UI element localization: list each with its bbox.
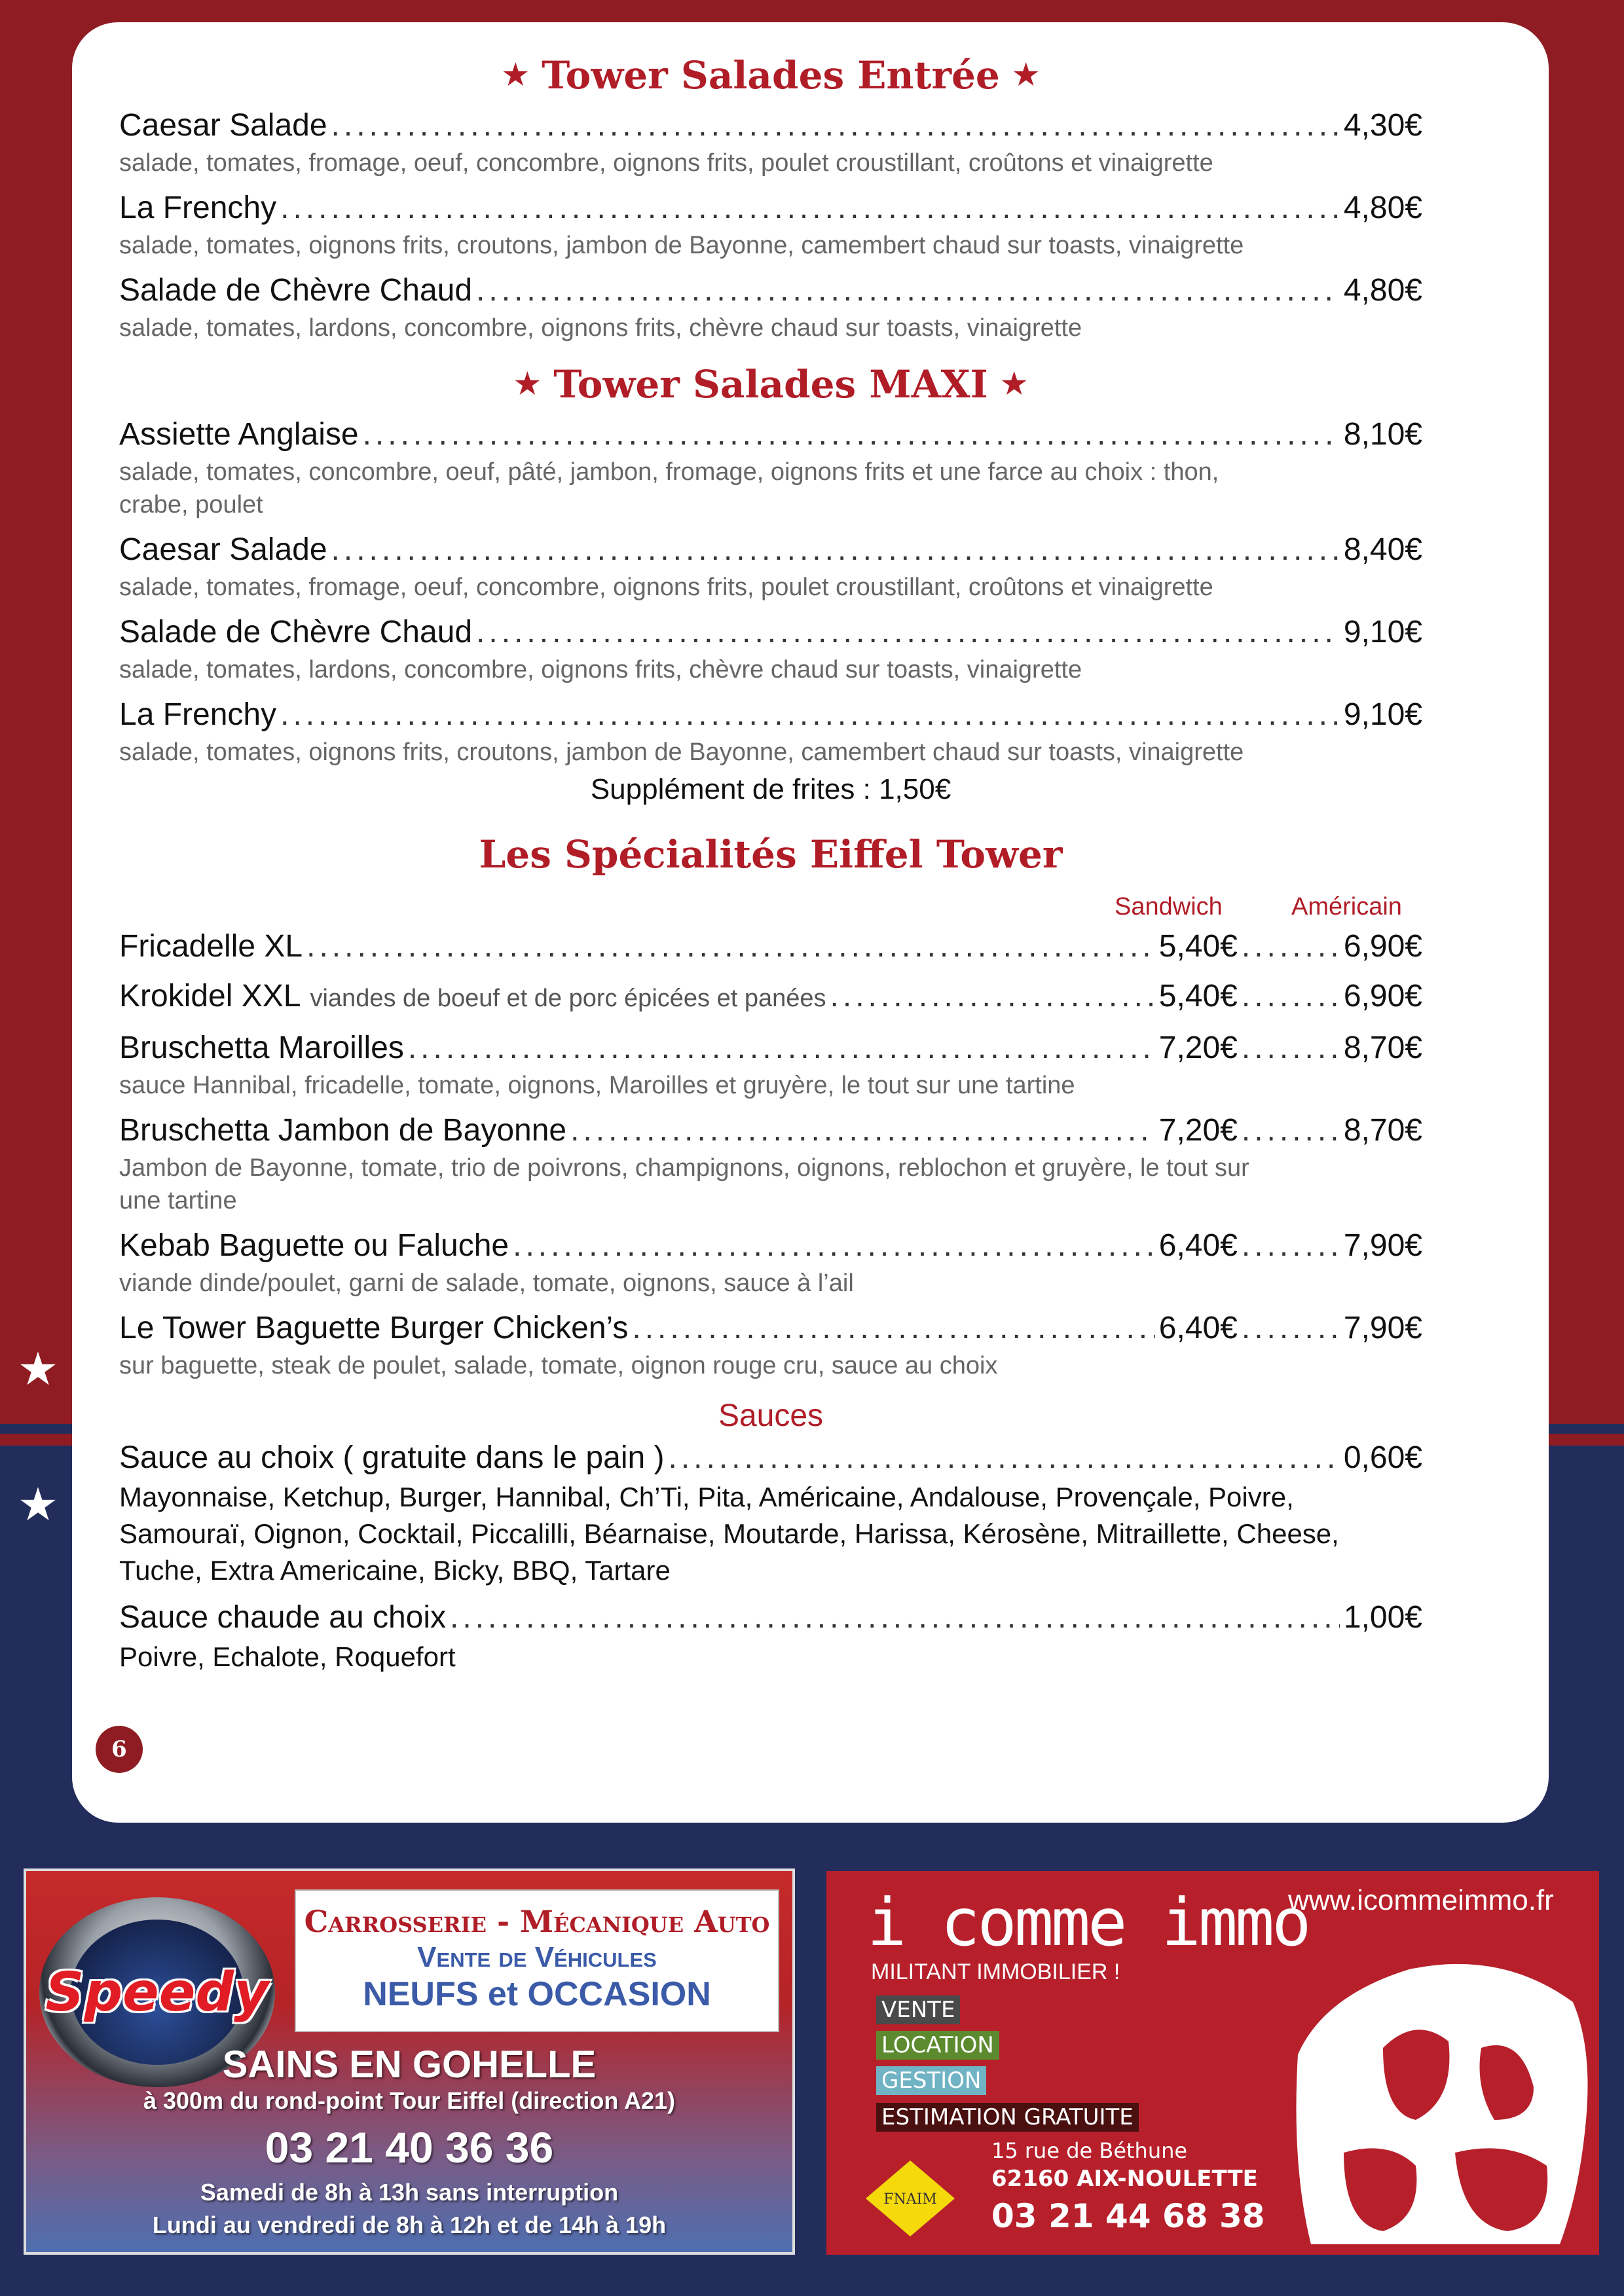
menu-item	[119, 414, 1422, 521]
menu-item-name: Caesar Salade	[119, 532, 327, 567]
menu-item-name: Sauce chaude au choix	[119, 1600, 447, 1635]
menu-item-line	[119, 414, 1422, 456]
menu-item-line	[119, 1597, 1422, 1639]
immo-address2: 62160 AIX-NOULETTE	[991, 2166, 1258, 2192]
menu-item	[119, 1597, 1422, 1675]
menu-item-description: salade, tomates, fromage, oeuf, concombre, oignons frits, poulet croustillant, croûtons et vinaigrette	[119, 149, 1213, 177]
menu-item-price: 0,60€	[1343, 1440, 1422, 1475]
menu-item	[119, 1437, 1422, 1589]
menu-item-line	[119, 694, 1422, 736]
section-title-text: Tower Salades Entrée	[542, 53, 1000, 98]
dot-leader	[570, 1110, 1155, 1152]
menu-item-name: Krokidel XXL	[119, 979, 301, 1013]
menu-item-description: salade, tomates, concombre, oeuf, pâté, jambon, fromage, oignons frits et une farce au choix : thon, crabe, poulet	[119, 458, 1219, 519]
ad-speedy	[24, 1868, 795, 2255]
menu-item-description: salade, tomates, fromage, oeuf, concombre, oignons frits, poulet croustillant, croûtons et vinaigrette	[119, 574, 1213, 601]
speedy-phone: 03 21 40 36 36	[265, 2123, 554, 2172]
price-americain: 7,90€	[1343, 1228, 1422, 1263]
menu-item-line	[119, 529, 1422, 571]
menu-item-price: 9,10€	[1343, 615, 1422, 649]
speedy-line1: Carrosserie - Mécanique Auto	[304, 1904, 770, 1939]
star-icon: ★	[1001, 367, 1027, 401]
star-icon: ★	[17, 1343, 59, 1394]
menu-item	[119, 694, 1422, 769]
ad-icommeimmo	[826, 1871, 1599, 2255]
star-icon: ★	[17, 1479, 59, 1530]
immo-address1: 15 rue de Béthune	[991, 2138, 1188, 2163]
price-americain: 8,70€	[1343, 1030, 1422, 1065]
menu-item	[119, 187, 1422, 262]
menu-item-name: Sauce au choix ( gratuite dans le pain )	[119, 1440, 665, 1475]
supplement-frites: Supplément de frites : 1,50€	[590, 773, 951, 805]
price-sandwich: 6,40€	[1158, 1311, 1238, 1345]
menu-item-description: Mayonnaise, Ketchup, Burger, Hannibal, Ch’Ti, Pita, Américaine, Andalouse, Provençale, Poivre, Samouraï, Oignon, Cocktail, Piccalilli, Béarnaise, Moutarde, Harissa, Kérosène, Mitraillette, Cheese, Tuche, Extra Americaine, Bicky, BBQ, Tartare	[119, 1482, 1339, 1586]
menu-item-description: viande dinde/poulet, garni de salade, tomate, oignons, sauce à l’ail	[119, 1269, 854, 1297]
menu-item-description: sur baguette, steak de poulet, salade, tomate, oignon rouge cru, sauce au choix	[119, 1352, 998, 1379]
menu-item	[119, 611, 1422, 686]
menu-item-line	[119, 1110, 1422, 1152]
menu-item-description: salade, tomates, oignons frits, croutons, jambon de Bayonne, camembert chaud sur toasts, vinaigrette	[119, 738, 1244, 766]
menu-item	[119, 529, 1422, 604]
speedy-hours2: Lundi au vendredi de 8h à 12h et de 14h à 19h	[152, 2212, 667, 2238]
dot-leader	[830, 975, 1155, 1017]
menu-item-line	[119, 926, 1422, 968]
menu-item-line	[119, 1225, 1422, 1267]
dot-leader	[306, 926, 1155, 968]
dot-leader	[1242, 1307, 1340, 1349]
menu-item-name: Bruschetta Maroilles	[119, 1030, 404, 1065]
speedy-line2: Vente de Véhicules	[417, 1941, 657, 1973]
menu-item-line	[119, 975, 1422, 1019]
menu-item-line	[119, 611, 1422, 653]
section-salades-maxi	[119, 414, 1422, 769]
dot-leader	[331, 529, 1340, 571]
dot-leader	[632, 1307, 1154, 1349]
dot-leader	[363, 414, 1340, 456]
menu-item-price: 1,00€	[1343, 1600, 1422, 1635]
fnaim-logo	[864, 2159, 956, 2238]
immo-url: www.icommeimmo.fr	[1288, 1884, 1554, 1916]
immo-chip-estimation: ESTIMATION GRATUITE	[876, 2103, 1139, 2132]
speedy-line3: NEUFS et OCCASION	[363, 1975, 711, 2013]
price-americain: 6,90€	[1343, 979, 1422, 1013]
menu-item-line	[119, 1027, 1422, 1069]
menu-item-line	[119, 187, 1422, 229]
immo-chip-vente: VENTE	[876, 1995, 960, 2024]
price-americain: 7,90€	[1343, 1311, 1422, 1345]
menu-item	[119, 105, 1422, 179]
price-americain: 8,70€	[1343, 1113, 1422, 1148]
menu-item-price: 8,40€	[1343, 532, 1422, 567]
menu-item-name: Salade de Chèvre Chaud	[119, 273, 473, 308]
sauces-title: Sauces	[718, 1398, 824, 1433]
menu-item	[119, 926, 1422, 968]
menu-item-line	[119, 1307, 1422, 1349]
price-sandwich: 6,40€	[1158, 1228, 1238, 1263]
menu-item	[119, 1225, 1422, 1300]
menu-item-line	[119, 270, 1422, 312]
menu-item-name: La Frenchy	[119, 697, 277, 732]
col-sandwich: Sandwich	[1115, 893, 1223, 920]
menu-item-name: Caesar Salade	[119, 108, 327, 143]
menu-item-name: Assiette Anglaise	[119, 417, 359, 452]
dot-leader	[450, 1597, 1340, 1639]
section-title	[119, 825, 1422, 884]
immo-phone: 03 21 44 68 38	[991, 2197, 1265, 2235]
price-sandwich: 5,40€	[1158, 979, 1238, 1013]
menu-item-price: 4,80€	[1343, 273, 1422, 308]
menu-item-inline-description: viandes de boeuf et de porc épicées et panées	[310, 985, 826, 1012]
menu-item	[119, 975, 1422, 1019]
dot-leader	[669, 1437, 1340, 1479]
menu-item-description: sauce Hannibal, fricadelle, tomate, oignons, Maroilles et gruyère, le tout sur une tartine	[119, 1072, 1075, 1099]
menu-item-price: 4,30€	[1343, 108, 1422, 143]
menu-item	[119, 1110, 1422, 1217]
price-sandwich: 7,20€	[1158, 1030, 1238, 1065]
section-specialites	[119, 926, 1422, 1382]
section-title-text: Tower Salades MAXI	[553, 362, 988, 407]
section-sauces	[119, 1437, 1422, 1675]
menu-item-price: 4,80€	[1343, 191, 1422, 225]
menu-item-description: salade, tomates, lardons, concombre, oignons frits, chèvre chaud sur toasts, vinaigrette	[119, 314, 1082, 342]
menu-item-name: La Frenchy	[119, 191, 277, 225]
page-number: 6	[96, 1726, 143, 1773]
menu-item-name: Kebab Baguette ou Faluche	[119, 1228, 509, 1263]
col-americain: Américain	[1291, 893, 1402, 920]
menu-item	[119, 270, 1422, 344]
immo-brand: i comme immo	[867, 1884, 1309, 1961]
price-column-headers	[119, 884, 1422, 926]
menu-content	[119, 46, 1422, 1675]
menu-item-description: Poivre, Echalote, Roquefort	[119, 1641, 456, 1672]
dot-leader	[331, 105, 1340, 147]
menu-item-line	[119, 105, 1422, 147]
menu-item-name: Salade de Chèvre Chaud	[119, 615, 473, 649]
immo-chip-location: LOCATION	[876, 2031, 999, 2060]
speedy-services-box	[295, 1889, 779, 2032]
section-title	[119, 355, 1422, 414]
star-icon: ★	[1013, 58, 1039, 92]
speedy-location: à 300m du rond-point Tour Eiffel (direction A21)	[143, 2087, 676, 2114]
immo-tagline: MILITANT IMMOBILIER !	[871, 1959, 1120, 1984]
star-icon: ★	[502, 58, 528, 92]
section-salades-entree	[119, 105, 1422, 344]
dot-leader	[280, 187, 1340, 229]
dot-leader	[408, 1027, 1155, 1069]
immo-house-logo	[1285, 1956, 1593, 2251]
dot-leader	[1242, 1027, 1340, 1069]
menu-item-line	[119, 1437, 1422, 1479]
dot-leader	[513, 1225, 1155, 1267]
speedy-logo-text: Speedy	[45, 1961, 269, 2024]
star-icon: ★	[514, 367, 541, 401]
dot-leader	[1242, 1110, 1340, 1152]
price-sandwich: 7,20€	[1158, 1113, 1238, 1148]
dot-leader	[476, 611, 1340, 653]
menu-item-price: 9,10€	[1343, 697, 1422, 732]
menu-item	[119, 1027, 1422, 1102]
menu-item-name: Le Tower Baguette Burger Chicken’s	[119, 1311, 629, 1345]
menu-item-description: salade, tomates, oignons frits, croutons, jambon de Bayonne, camembert chaud sur toasts, vinaigrette	[119, 232, 1244, 259]
fnaim-text: FNAIM	[883, 2191, 937, 2208]
dot-leader	[280, 694, 1340, 736]
menu-item	[119, 1307, 1422, 1382]
section-title-text: Les Spécialités Eiffel Tower	[479, 832, 1063, 877]
speedy-hours1: Samedi de 8h à 13h sans interruption	[200, 2179, 619, 2206]
price-sandwich: 5,40€	[1158, 929, 1238, 964]
section-title	[119, 46, 1422, 105]
dot-leader	[476, 270, 1340, 312]
menu-item-name: Bruschetta Jambon de Bayonne	[119, 1113, 567, 1148]
menu-item-name: Fricadelle XL	[119, 929, 303, 964]
dot-leader	[1242, 1225, 1340, 1267]
dot-leader	[1242, 975, 1340, 1017]
menu-item-description: Jambon de Bayonne, tomate, trio de poivrons, champignons, oignons, reblochon et gruyère, le tout sur une tartine	[119, 1154, 1249, 1214]
menu-item-price: 8,10€	[1343, 417, 1422, 452]
dot-leader	[1242, 926, 1340, 968]
menu-item-description: salade, tomates, lardons, concombre, oignons frits, chèvre chaud sur toasts, vinaigrette	[119, 656, 1082, 683]
price-americain: 6,90€	[1343, 929, 1422, 964]
speedy-town: SAINS EN GOHELLE	[222, 2043, 597, 2086]
immo-chip-gestion: GESTION	[876, 2066, 986, 2095]
